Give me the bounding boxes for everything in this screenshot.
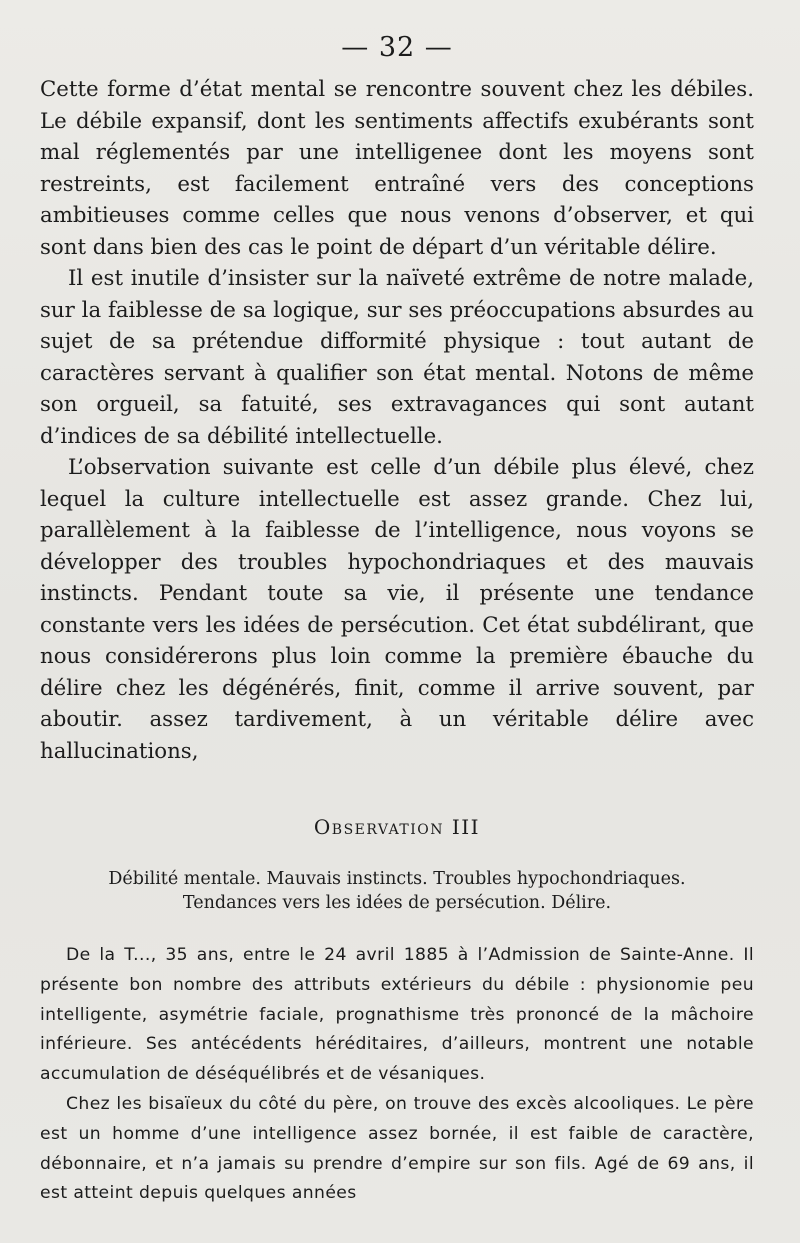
observation-subtitle: Débilité mentale. Mauvais instincts. Troubles hypochondriaques. Tendances vers les idées de persécution. Délire. — [108, 869, 686, 913]
page-number: — 32 — — [341, 32, 453, 63]
paragraph: L’observation suivante est celle d’un débile plus élevé, chez lequel la culture intellectuelle est assez grande. Chez lui, parallèlement à la faiblesse de l’intelligence, nous voyons se développer des troubles hypochondriaques et des mauvais instincts. Pendant toute sa vie, il présente une tendance constante vers les idées de persécution. Cet état subdélirant, que nous considérerons plus loin comme la première ébauche du délire chez les dégénérés, finit, comme il arrive souvent, par aboutir. assez tardivement, à un véritable délire avec hallucinations, — [40, 455, 754, 764]
case-paragraph: De la T..., 35 ans, entre le 24 avril 1885 à l’Admission de Sainte-Anne. Il présente bon nombre des attributs extérieurs du débile : physionomie peu intelligente, asymétrie faciale, prognathisme très prononcé de la mâchoire inférieure. Ses antécédents héréditaires, d’ailleurs, montrent une notable accumulation de déséquélibrés et de vésaniques. — [40, 945, 754, 1085]
case-paragraph: Chez les bisaïeux du côté du père, on trouve des excès alcooliques. Le père est un homme d’une intelligence assez bornée, il est faible de caractère, débonnaire, et n’a jamais su prendre d’empire sur son fils. Agé de 69 ans, il est atteint depuis quelques années — [40, 1093, 754, 1204]
case-text — [40, 941, 754, 1209]
observation-title: Observation III — [313, 815, 481, 839]
paragraph: Il est inutile d’insister sur la naïveté extrême de notre malade, sur la faiblesse de sa logique, sur ses préoccupations absurdes au sujet de sa prétendue difformité physique : tout autant de caractères servant à qualifier son état mental. Notons de même son orgueil, sa fatuité, ses extravagances qui sont autant d’indices de sa débilité intellectuelle. — [40, 266, 754, 449]
paragraph: Cette forme d’état mental se rencontre souvent chez les débiles. Le débile expansif, dont les sentiments affectifs exubérants sont mal réglementés par une intelligenee dont les moyens sont restreints, est facilement entraîné vers des conceptions ambitieuses comme celles que nous venons d’observer, et qui sont dans bien des cas le point de départ d’un véritable délire. — [40, 77, 754, 260]
main-text — [40, 74, 754, 767]
